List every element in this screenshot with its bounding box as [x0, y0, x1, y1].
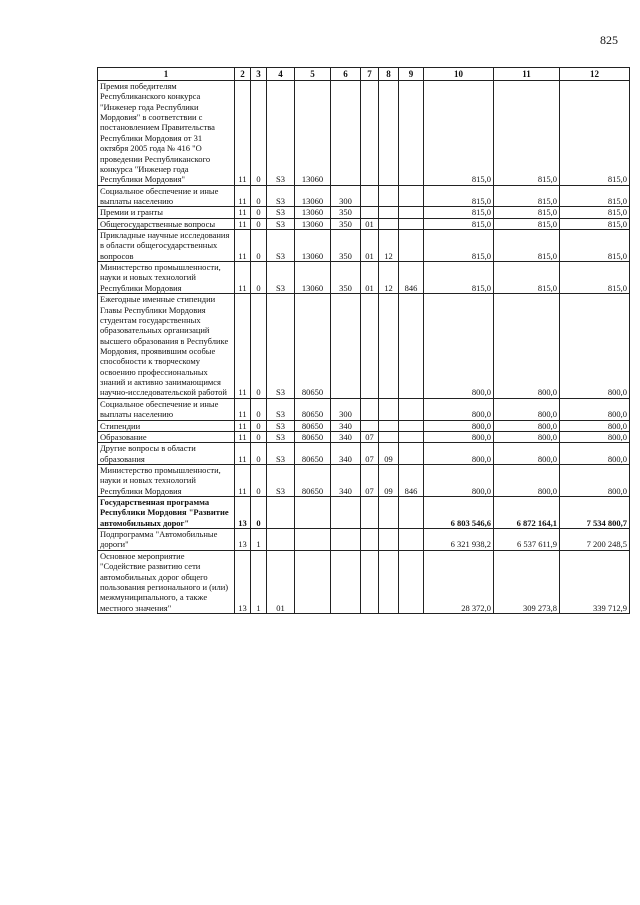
budget-table — [97, 67, 630, 614]
table-cell — [399, 497, 424, 529]
table-cell: S3 — [267, 294, 295, 399]
table-cell — [379, 420, 399, 431]
table-cell: 815,0 — [494, 81, 560, 186]
table-cell: 13060 — [295, 207, 331, 218]
table-cell: 01 — [267, 550, 295, 613]
table-cell — [379, 294, 399, 399]
table-cell — [331, 529, 361, 551]
col-header: 9 — [399, 68, 424, 81]
table-cell: 11 — [235, 81, 251, 186]
table-cell — [331, 294, 361, 399]
table-cell: S3 — [267, 464, 295, 496]
table-cell — [331, 550, 361, 613]
table-cell: 01 — [361, 262, 379, 294]
table-cell: 11 — [235, 420, 251, 431]
table-cell: 300 — [331, 398, 361, 420]
table-cell: 800,0 — [494, 398, 560, 420]
table-cell: 350 — [331, 218, 361, 229]
table-cell: 815,0 — [494, 207, 560, 218]
table-cell: 13 — [235, 529, 251, 551]
table-cell: 815,0 — [424, 262, 494, 294]
table-cell: 340 — [331, 443, 361, 465]
table-cell — [399, 81, 424, 186]
col-header: 7 — [361, 68, 379, 81]
table-row — [98, 529, 630, 551]
table-cell — [331, 81, 361, 186]
table-cell: 11 — [235, 185, 251, 207]
table-cell: 09 — [379, 443, 399, 465]
table-row — [98, 431, 630, 442]
table-cell: 0 — [251, 443, 267, 465]
table-cell: 815,0 — [494, 262, 560, 294]
table-cell: 300 — [331, 185, 361, 207]
row-name-cell: Министерство промышленности, науки и новых технологий Республики Мордовия — [98, 464, 235, 496]
table-cell: 846 — [399, 464, 424, 496]
row-name-cell: Прикладные научные исследования в области общегосударственных вопросов — [98, 230, 235, 262]
table-cell: 11 — [235, 443, 251, 465]
table-cell: 815,0 — [560, 207, 630, 218]
table-cell: 846 — [399, 262, 424, 294]
table-cell: S3 — [267, 81, 295, 186]
table-cell: 815,0 — [560, 262, 630, 294]
table-cell: 800,0 — [424, 443, 494, 465]
table-cell: 800,0 — [560, 443, 630, 465]
table-cell: 800,0 — [424, 431, 494, 442]
table-cell — [361, 497, 379, 529]
table-cell — [379, 398, 399, 420]
table-row — [98, 185, 630, 207]
table-cell: 80650 — [295, 398, 331, 420]
table-cell: 80650 — [295, 431, 331, 442]
table-cell: 11 — [235, 207, 251, 218]
table-cell — [379, 207, 399, 218]
table-cell — [295, 550, 331, 613]
row-name-cell: Ежегодные именные стипендии Главы Республики Мордовия студентам государственных образовательных организаций высшего образования в Республике Мордовия, проявившим особые способности к творческому освоению профессиональных знаний и активно занимающимся научно-исследовательской работой — [98, 294, 235, 399]
table-cell: 80650 — [295, 294, 331, 399]
table-cell — [361, 207, 379, 218]
table-cell: 340 — [331, 431, 361, 442]
table-cell: 0 — [251, 262, 267, 294]
table-cell: 80650 — [295, 443, 331, 465]
table-cell: 800,0 — [560, 431, 630, 442]
table-row — [98, 262, 630, 294]
table-cell — [361, 420, 379, 431]
table-cell — [399, 420, 424, 431]
table-cell: S3 — [267, 207, 295, 218]
table-cell: 07 — [361, 443, 379, 465]
row-name-cell: Общегосударственные вопросы — [98, 218, 235, 229]
table-cell: 800,0 — [560, 420, 630, 431]
table-cell — [379, 218, 399, 229]
page-number: 825 — [600, 33, 618, 47]
table-cell: 0 — [251, 420, 267, 431]
table-cell — [379, 431, 399, 442]
table-cell: 12 — [379, 262, 399, 294]
table-cell: 6 803 546,6 — [424, 497, 494, 529]
table-cell: 01 — [361, 230, 379, 262]
table-cell: 815,0 — [560, 185, 630, 207]
col-header: 12 — [560, 68, 630, 81]
table-cell: S3 — [267, 431, 295, 442]
table-cell: 800,0 — [494, 464, 560, 496]
table-cell: 11 — [235, 294, 251, 399]
table-cell: 800,0 — [494, 431, 560, 442]
table-row — [98, 550, 630, 613]
table-cell — [379, 550, 399, 613]
col-header: 3 — [251, 68, 267, 81]
table-cell: 800,0 — [560, 294, 630, 399]
table-cell — [295, 529, 331, 551]
row-name-cell: Министерство промышленности, науки и новых технологий Республики Мордовия — [98, 262, 235, 294]
table-cell — [379, 81, 399, 186]
table-cell: 13060 — [295, 262, 331, 294]
table-cell: 7 200 248,5 — [560, 529, 630, 551]
table-cell: 350 — [331, 262, 361, 294]
col-header: 2 — [235, 68, 251, 81]
table-cell: S3 — [267, 218, 295, 229]
table-cell: 340 — [331, 464, 361, 496]
row-name-cell: Основное мероприятие "Содействие развитию сети автомобильных дорог общего пользования регионального и (или) межмуниципального, а также местного значения" — [98, 550, 235, 613]
table-cell — [361, 529, 379, 551]
row-name-cell: Премия победителям Республиканского конкурса "Инженер года Республики Мордовия" в соответствии с постановлением Правительства Республики Мордовия от 31 октября 2005 года № 416 "О проведении Республиканского конкурса "Инженер года Республики Мордовия" — [98, 81, 235, 186]
table-cell: 6 872 164,1 — [494, 497, 560, 529]
col-header: 4 — [267, 68, 295, 81]
row-name-cell: Премии и гранты — [98, 207, 235, 218]
table-cell: S3 — [267, 262, 295, 294]
table-cell — [331, 497, 361, 529]
table-cell: 800,0 — [424, 294, 494, 399]
table-cell — [267, 529, 295, 551]
table-cell: 350 — [331, 207, 361, 218]
table-cell — [379, 529, 399, 551]
table-cell: 815,0 — [424, 218, 494, 229]
table-cell: 815,0 — [560, 81, 630, 186]
table-row — [98, 230, 630, 262]
table-cell: 800,0 — [424, 420, 494, 431]
table-cell: S3 — [267, 398, 295, 420]
table-row — [98, 207, 630, 218]
table-cell: 80650 — [295, 464, 331, 496]
table-cell: 0 — [251, 497, 267, 529]
table-cell: 11 — [235, 262, 251, 294]
table-cell: 800,0 — [424, 398, 494, 420]
table-cell: 800,0 — [494, 420, 560, 431]
table-cell — [361, 81, 379, 186]
table-cell — [361, 398, 379, 420]
table-cell: 0 — [251, 185, 267, 207]
row-name-cell: Другие вопросы в области образования — [98, 443, 235, 465]
table-cell: 350 — [331, 230, 361, 262]
table-row — [98, 294, 630, 399]
table-cell: 815,0 — [560, 230, 630, 262]
table-cell: S3 — [267, 185, 295, 207]
table-cell: 0 — [251, 398, 267, 420]
table-cell — [379, 185, 399, 207]
table-cell — [399, 294, 424, 399]
table-cell: 13 — [235, 550, 251, 613]
table-cell — [399, 550, 424, 613]
table-cell: 09 — [379, 464, 399, 496]
table-cell: 800,0 — [560, 464, 630, 496]
table-cell: 815,0 — [494, 185, 560, 207]
table-cell: 800,0 — [494, 294, 560, 399]
table-cell: 340 — [331, 420, 361, 431]
table-cell: 13060 — [295, 218, 331, 229]
table-cell — [361, 294, 379, 399]
table-cell: 11 — [235, 218, 251, 229]
table-row — [98, 398, 630, 420]
table-cell: 6 321 938,2 — [424, 529, 494, 551]
table-row — [98, 443, 630, 465]
table-cell: 28 372,0 — [424, 550, 494, 613]
table-cell: 0 — [251, 207, 267, 218]
table-cell: 1 — [251, 550, 267, 613]
col-header: 1 — [98, 68, 235, 81]
table-cell: 0 — [251, 431, 267, 442]
table-row — [98, 464, 630, 496]
table-cell — [399, 398, 424, 420]
table-cell: 13060 — [295, 230, 331, 262]
table-cell: 800,0 — [560, 398, 630, 420]
table-cell — [361, 550, 379, 613]
col-header: 11 — [494, 68, 560, 81]
table-cell: 800,0 — [494, 443, 560, 465]
table-cell: 11 — [235, 398, 251, 420]
table-cell: 7 534 800,7 — [560, 497, 630, 529]
table-cell: 11 — [235, 431, 251, 442]
table-cell: 11 — [235, 230, 251, 262]
table-cell: 815,0 — [424, 230, 494, 262]
table-cell: 01 — [361, 218, 379, 229]
table-cell: 0 — [251, 294, 267, 399]
table-cell: 309 273,8 — [494, 550, 560, 613]
table-cell: 0 — [251, 81, 267, 186]
table-cell — [295, 497, 331, 529]
table-cell: 13060 — [295, 185, 331, 207]
header-row — [98, 68, 630, 81]
col-header: 10 — [424, 68, 494, 81]
table-cell — [361, 185, 379, 207]
table-cell — [399, 185, 424, 207]
table-cell: 815,0 — [424, 185, 494, 207]
row-name-cell: Социальное обеспечение и иные выплаты населению — [98, 398, 235, 420]
table-cell: 0 — [251, 230, 267, 262]
table-cell: 800,0 — [424, 464, 494, 496]
table-cell: 1 — [251, 529, 267, 551]
table-cell: 13060 — [295, 81, 331, 186]
table-cell — [399, 529, 424, 551]
table-cell: S3 — [267, 443, 295, 465]
row-name-cell: Стипендии — [98, 420, 235, 431]
table-cell: 07 — [361, 464, 379, 496]
table-cell — [379, 497, 399, 529]
table-cell: 13 — [235, 497, 251, 529]
table-row — [98, 420, 630, 431]
col-header: 8 — [379, 68, 399, 81]
table-cell: 07 — [361, 431, 379, 442]
table-row — [98, 81, 630, 186]
table-cell — [399, 207, 424, 218]
table-cell: 815,0 — [494, 230, 560, 262]
table-row — [98, 218, 630, 229]
col-header: 5 — [295, 68, 331, 81]
table-cell — [399, 431, 424, 442]
table-cell: 815,0 — [424, 207, 494, 218]
table-cell — [399, 443, 424, 465]
table-cell: 815,0 — [494, 218, 560, 229]
table-cell — [267, 497, 295, 529]
table-row — [98, 497, 630, 529]
table-cell: 80650 — [295, 420, 331, 431]
table-cell: 339 712,9 — [560, 550, 630, 613]
table-cell: 6 537 611,9 — [494, 529, 560, 551]
table-cell: 0 — [251, 218, 267, 229]
row-name-cell: Социальное обеспечение и иные выплаты населению — [98, 185, 235, 207]
table-cell: 11 — [235, 464, 251, 496]
table-cell: 815,0 — [560, 218, 630, 229]
table-cell: 815,0 — [424, 81, 494, 186]
table-cell: 0 — [251, 464, 267, 496]
table-cell: S3 — [267, 420, 295, 431]
row-name-cell: Образование — [98, 431, 235, 442]
row-name-cell: Подпрограмма "Автомобильные дороги" — [98, 529, 235, 551]
col-header: 6 — [331, 68, 361, 81]
table-cell: S3 — [267, 230, 295, 262]
table-cell — [399, 218, 424, 229]
row-name-cell: Государственная программа Республики Мордовия "Развитие автомобильных дорог" — [98, 497, 235, 529]
table-cell: 12 — [379, 230, 399, 262]
table-cell — [399, 230, 424, 262]
